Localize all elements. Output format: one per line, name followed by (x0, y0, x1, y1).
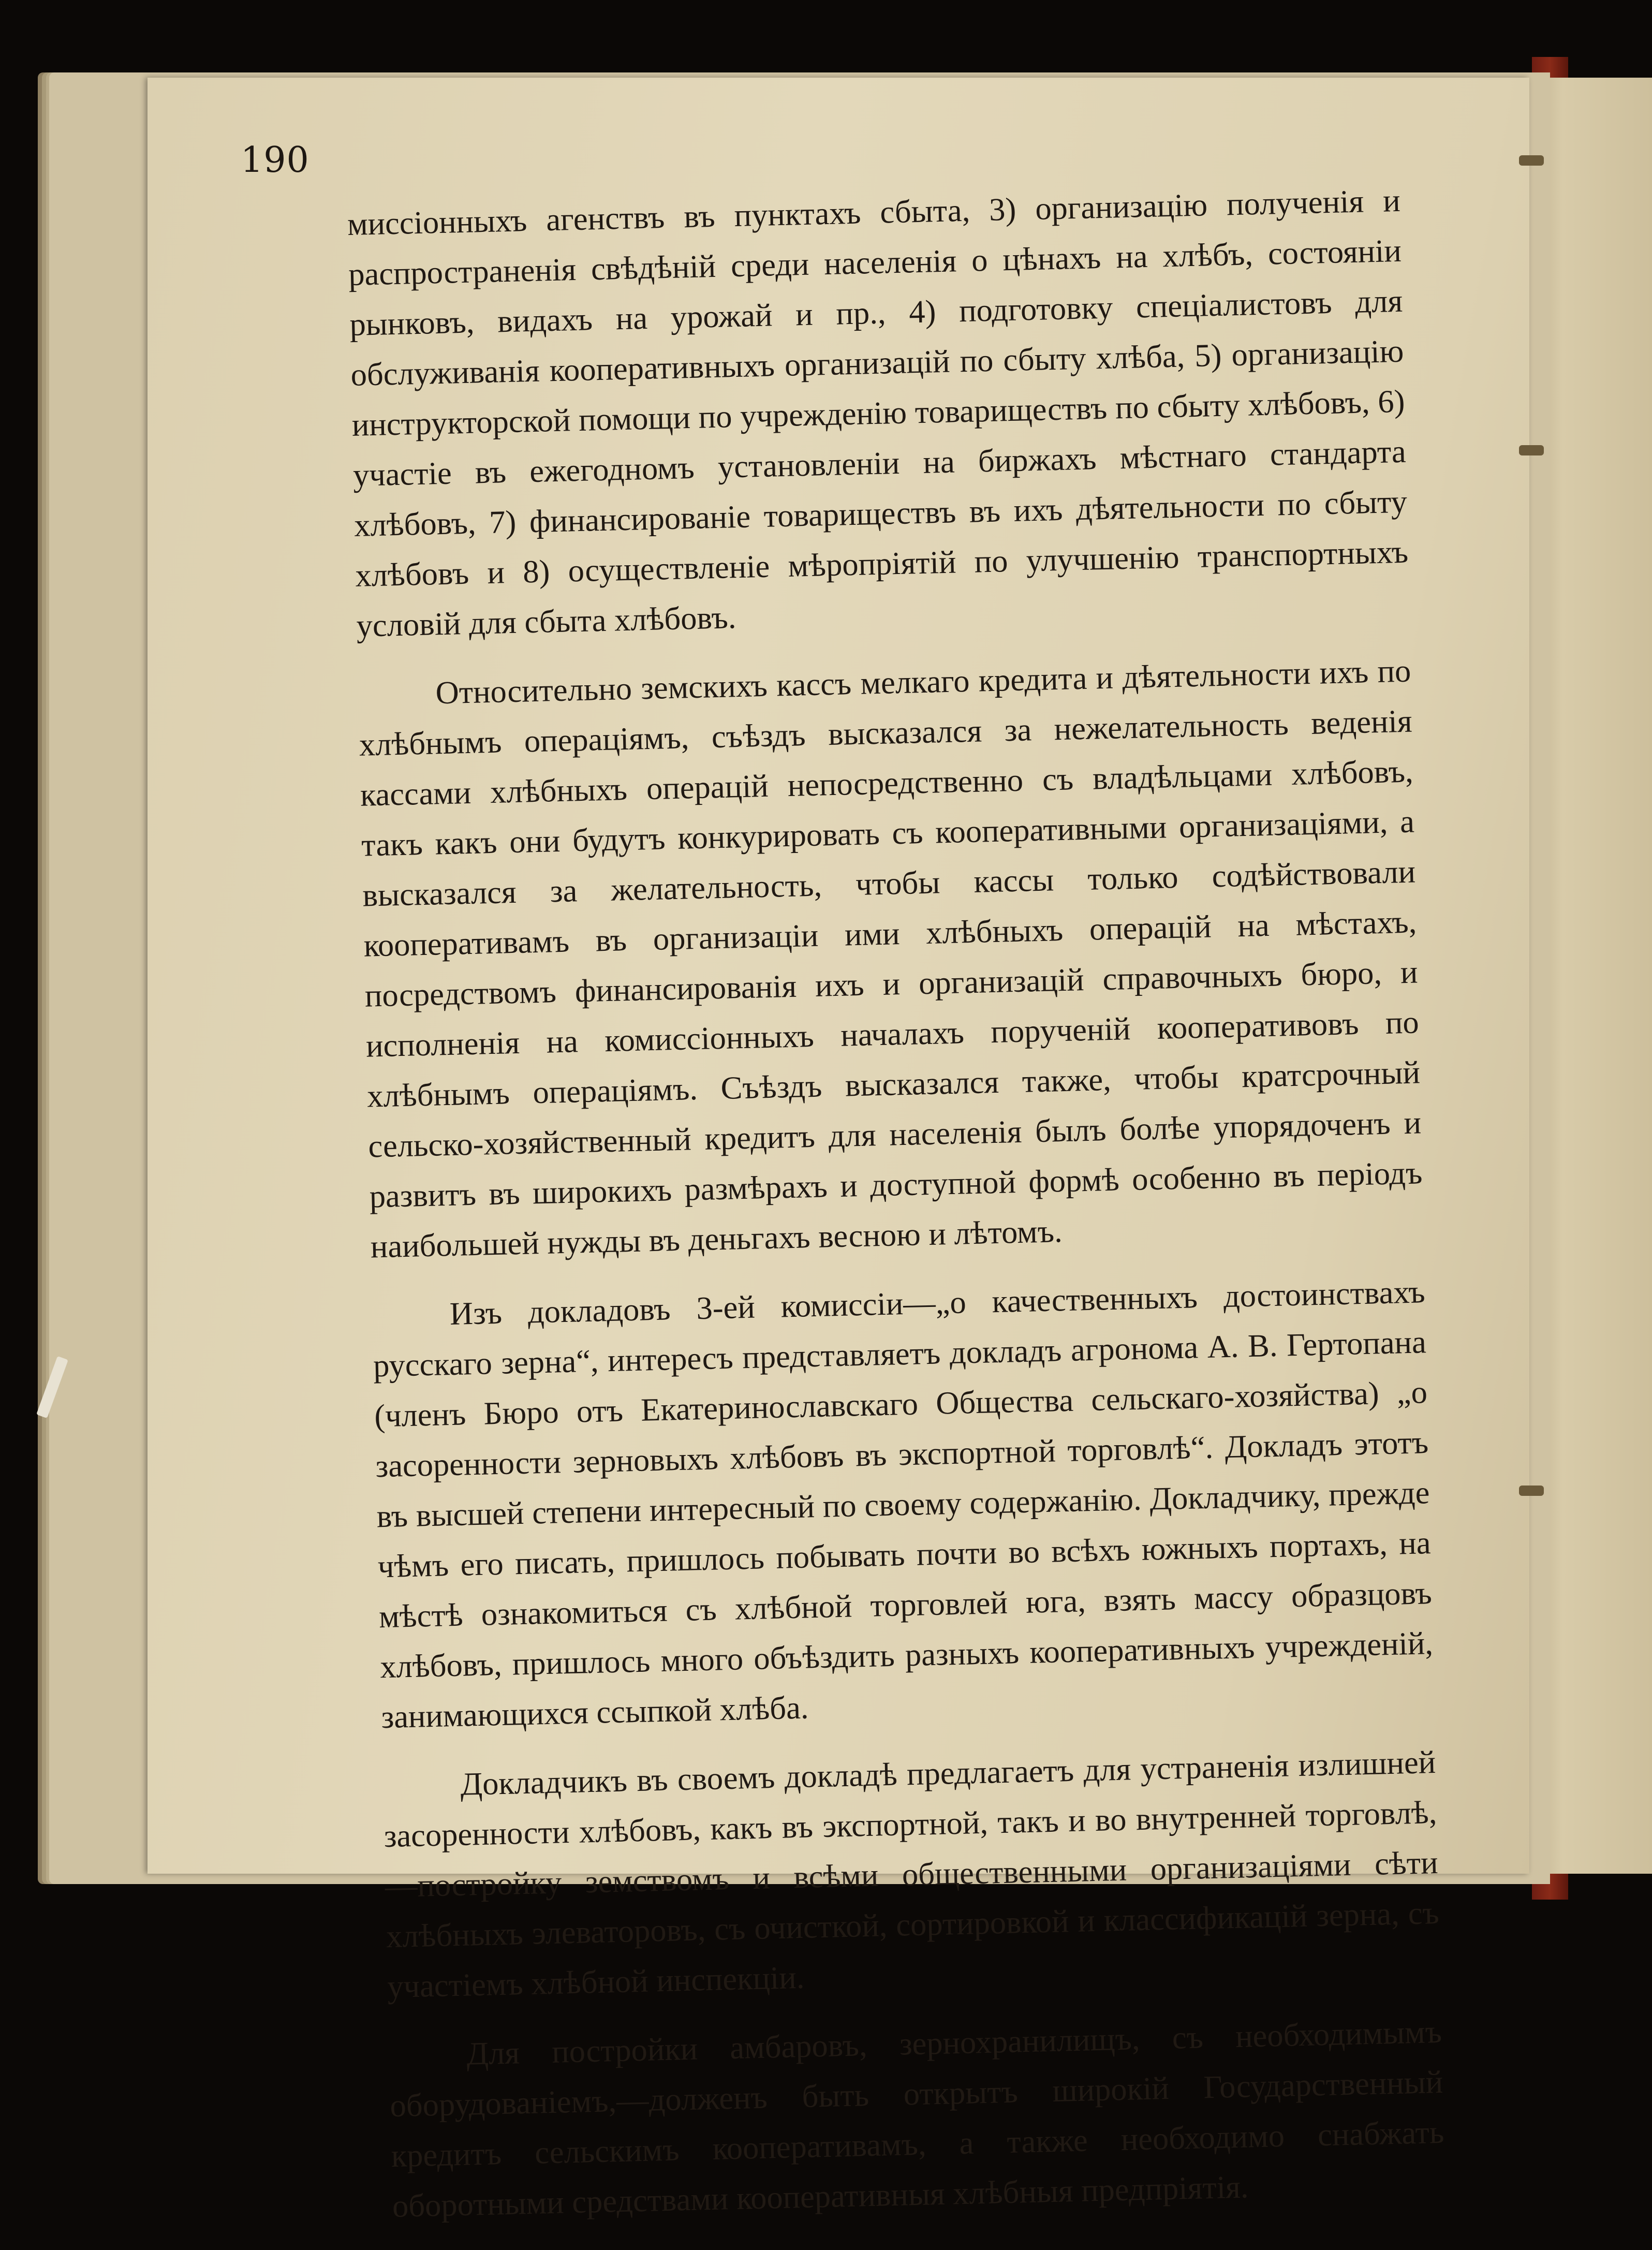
binding-clip-icon (1519, 1486, 1544, 1496)
binding-clip-icon (1519, 445, 1544, 455)
binding-clip-icon (1519, 155, 1544, 166)
paragraph: Для постройки амбаровъ, зернохранилищъ, съ необходимымъ оборудованіемъ,—долженъ быть открытъ широкій Государственный кредитъ сельскимъ кооперативамъ, а также необходимо снабжать оборотными средствами кооперативныя хлѣбныя предпріятія. (389, 2013, 1445, 2224)
paragraph: Относительно земскихъ кассъ мелкаго кредита и дѣятельности ихъ по хлѣбнымъ операціямъ, съѣздъ высказался за нежелательность веденія кассами хлѣбныхъ операцій непосредственно съ владѣльцами хлѣбовъ, такъ какъ они будутъ конкурировать съ кооперативными организаціями, а высказался за желательность, чтобы кассы только содѣйствовали кооперативамъ въ организаціи ими хлѣбныхъ операцій на мѣстахъ, посредствомъ финансированія ихъ и организацій справочныхъ бюро, и исполненія на комиссіонныхъ началахъ порученій кооперативовъ по хлѣбнымъ операціямъ. Съѣздъ высказался также, чтобы кратсрочный сельско-хозяйственный кредитъ для населенія былъ болѣе упорядоченъ и развитъ въ широкихъ размѣрахъ и доступной формѣ особенно въ періодъ наибольшей нужды въ деньгахъ весною и лѣтомъ. (359, 652, 1423, 1265)
paragraph: миссіонныхъ агенствъ въ пунктахъ сбыта, 3) организацію полученія и распространенія свѣдѣній среди населенія о цѣнахъ на хлѣбъ, состояніи рынковъ, видахъ на урожай и пр., 4) подготовку спеціалистовъ для обслуживанія кооперативныхъ организацій по сбыту хлѣба, 5) организацію инструкторской помощи по учрежденію товариществъ по сбыту хлѣбовъ, 6) участіе въ ежегодномъ установленіи на биржахъ мѣстнаго стандарта хлѣбовъ, 7) финансированіе товариществъ въ ихъ дѣятельности по сбыту хлѣбовъ и 8) осуществленіе мѣропріятій по улучшенію транспортныхъ условій для сбыта хлѣбовъ. (347, 182, 1409, 644)
body-text (347, 175, 1446, 2250)
paragraph: Изъ докладовъ 3-ей комиссіи—„о качественныхъ достоинствахъ русскаго зерна“, интересъ представляетъ докладъ агронома А. В. Гертопана (членъ Бюро отъ Екатеринославскаго Общества сельскаго-хозяйства) „о засоренности зерновыхъ хлѣбовъ въ экспортной торговлѣ“. Докладъ этотъ въ высшей степени интересный по своему содержанію. Докладчику, прежде чѣмъ его писать, пришлось побывать почти во всѣхъ южныхъ портахъ, на мѣстѣ ознакомиться съ хлѣбной торговлей юга, взять массу образцовъ хлѣбовъ, пришлось много объѣздить разныхъ кооперативныхъ учрежденій, занимающихся ссыпкой хлѣба. (373, 1273, 1434, 1736)
paragraph: Докладчикъ въ своемъ докладѣ предлагаетъ для устраненія излишней засоренности хлѣбовъ, какъ въ экспортной, такъ и во внутренней торговлѣ,—постройку земствомъ и всѣми общественными организаціями сѣти хлѣбныхъ элеваторовъ, съ очисткой, сортировкой и классификацій зерна, съ участіемъ хлѣбной инспекціи. (383, 1744, 1440, 2005)
page-number: 190 (241, 140, 309, 181)
